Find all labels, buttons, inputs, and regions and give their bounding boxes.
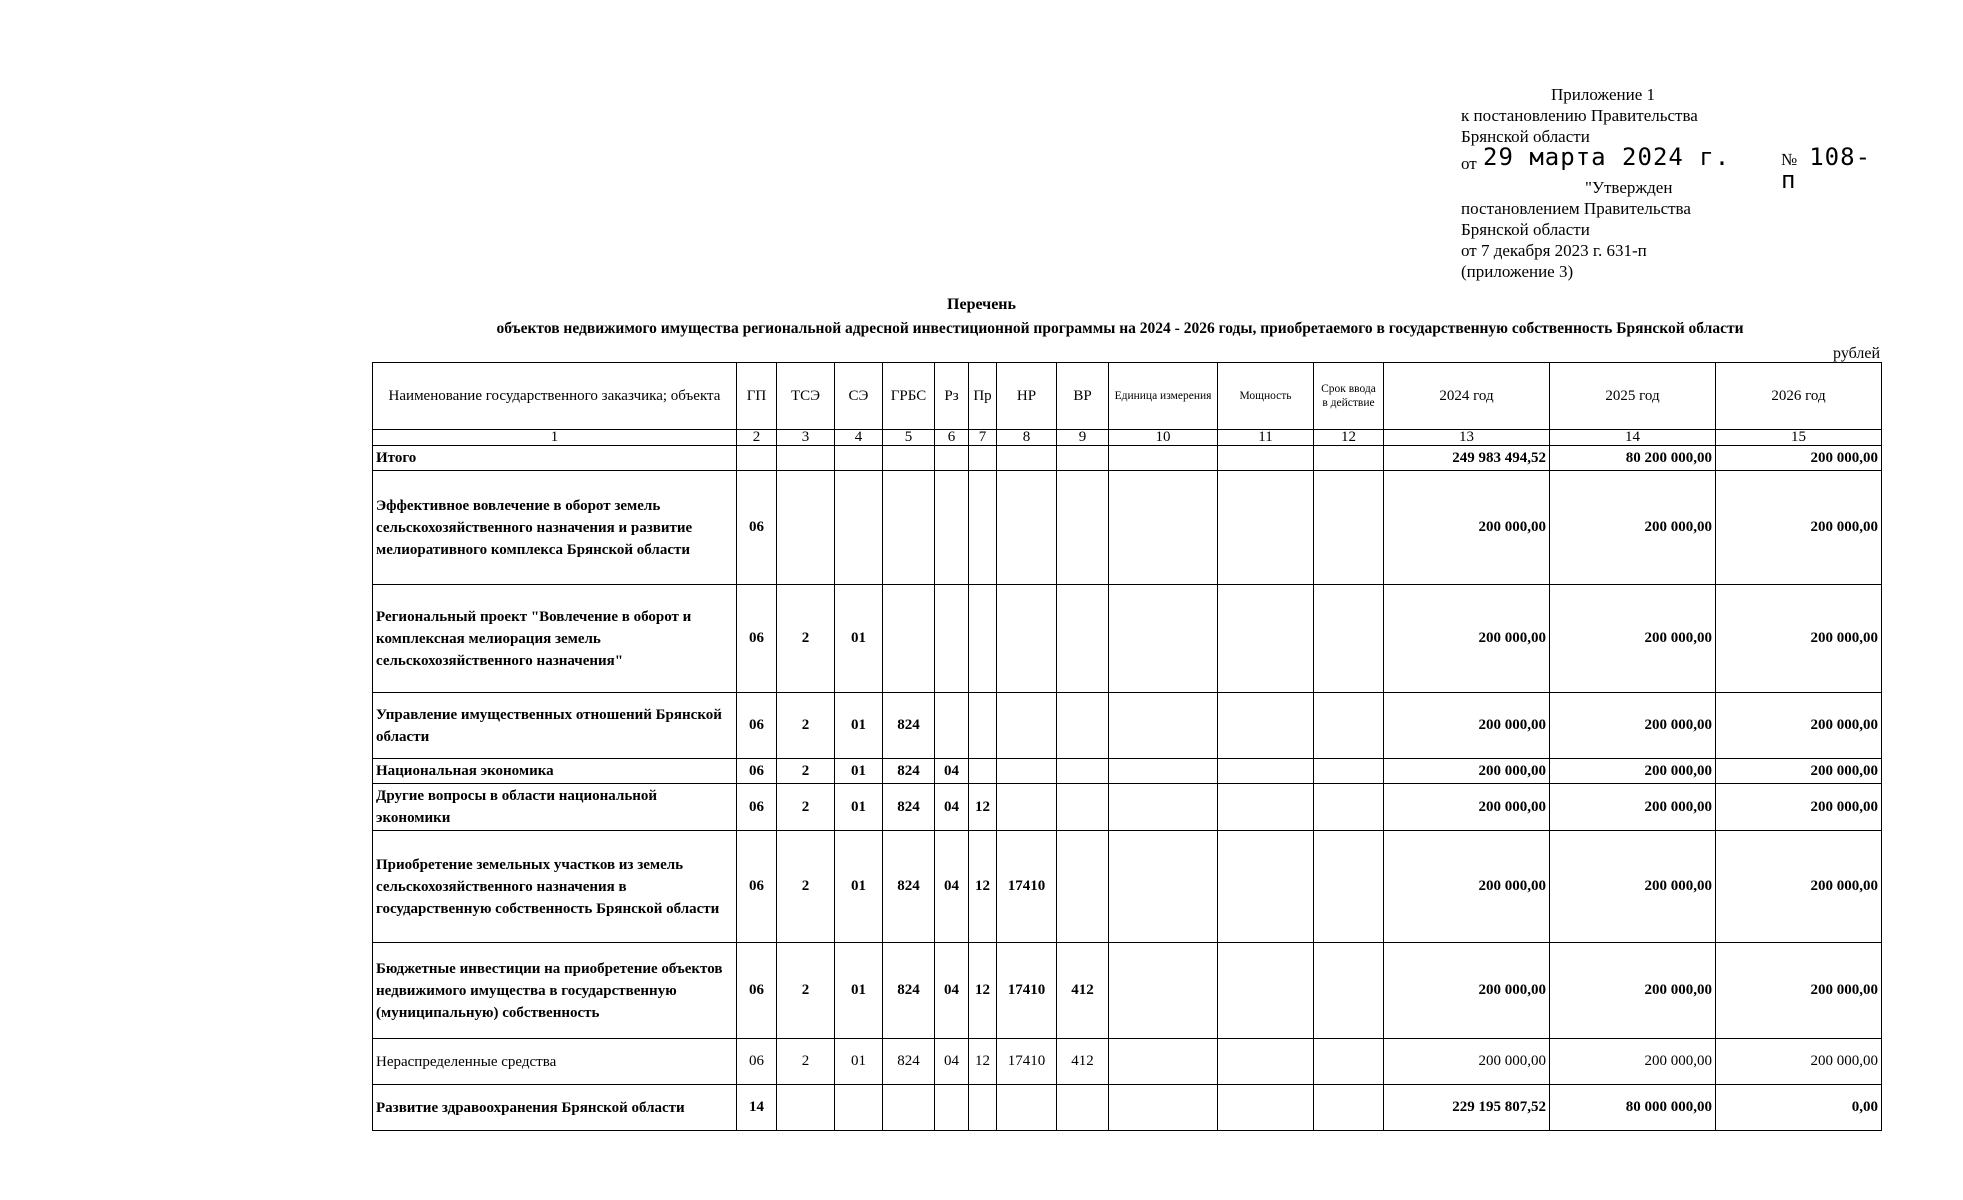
row-name: Приобретение земельных участков из земель сельскохозяйственного назначения в государственную собственность Брянской области [373, 831, 737, 943]
row-power [1218, 585, 1314, 693]
approved-line1: "Утвержден [1585, 178, 1673, 197]
row-power [1218, 471, 1314, 585]
row-name: Другие вопросы в области национальной экономики [373, 784, 737, 831]
column-number: 12 [1314, 430, 1384, 446]
row-amount-y2026: 200 000,00 [1716, 585, 1882, 693]
row-power [1218, 784, 1314, 831]
row-unit [1109, 759, 1218, 784]
row-amount-y2024: 200 000,00 [1384, 1039, 1550, 1085]
header-name: Наименование государственного заказчика; объекта [373, 363, 737, 430]
column-number: 11 [1218, 430, 1314, 446]
row-power [1218, 1085, 1314, 1131]
row-name: Нераспределенные средства [373, 1039, 737, 1085]
table-row [373, 693, 1882, 759]
row-vr [1057, 1085, 1109, 1131]
row-amount-y2024: 200 000,00 [1384, 471, 1550, 585]
column-number-row [373, 430, 1882, 446]
row-se: 01 [835, 759, 883, 784]
row-vr [1057, 759, 1109, 784]
row-unit [1109, 1039, 1218, 1085]
row-vr: 412 [1057, 943, 1109, 1039]
header-row [373, 363, 1882, 430]
row-vr [1057, 831, 1109, 943]
row-amount-y2026: 200 000,00 [1716, 759, 1882, 784]
row-power [1218, 1039, 1314, 1085]
row-amount-y2025: 200 000,00 [1550, 784, 1716, 831]
approved-line2: постановлением Правительства [1461, 199, 1691, 218]
row-pr [969, 446, 997, 471]
date-prefix: от [1461, 154, 1477, 173]
row-amount-y2025: 200 000,00 [1550, 693, 1716, 759]
appendix-title: Приложение 1 [1551, 85, 1655, 104]
row-rz [935, 585, 969, 693]
row-term [1314, 784, 1384, 831]
row-term [1314, 693, 1384, 759]
row-pr [969, 471, 997, 585]
row-vr [1057, 693, 1109, 759]
row-se [835, 471, 883, 585]
table-row [373, 1039, 1882, 1085]
row-vr [1057, 585, 1109, 693]
row-nr: 17410 [997, 831, 1057, 943]
row-amount-y2024: 200 000,00 [1384, 831, 1550, 943]
column-number: 13 [1384, 430, 1550, 446]
row-amount-y2026: 200 000,00 [1716, 471, 1882, 585]
row-tse: 2 [777, 759, 835, 784]
row-grbs: 824 [883, 759, 935, 784]
column-number: 10 [1109, 430, 1218, 446]
header-nr: НР [997, 363, 1057, 430]
row-nr [997, 585, 1057, 693]
row-gp: 06 [737, 784, 777, 831]
row-amount-y2026: 200 000,00 [1716, 1039, 1882, 1085]
row-se: 01 [835, 693, 883, 759]
row-vr [1057, 784, 1109, 831]
row-term [1314, 1085, 1384, 1131]
row-nr [997, 784, 1057, 831]
appendix-block [1461, 84, 1881, 282]
row-grbs: 824 [883, 1039, 935, 1085]
row-gp: 06 [737, 1039, 777, 1085]
row-nr [997, 446, 1057, 471]
table-row [373, 585, 1882, 693]
row-pr [969, 759, 997, 784]
row-unit [1109, 831, 1218, 943]
header-2025: 2025 год [1550, 363, 1716, 430]
column-number: 6 [935, 430, 969, 446]
row-gp: 06 [737, 585, 777, 693]
column-number: 3 [777, 430, 835, 446]
row-amount-y2026: 200 000,00 [1716, 943, 1882, 1039]
row-term [1314, 1039, 1384, 1085]
row-nr [997, 471, 1057, 585]
row-name: Бюджетные инвестиции на приобретение объектов недвижимого имущества в государственную (муниципальную) собственность [373, 943, 737, 1039]
decree-date-handwritten: 29 марта 2024 г. [1483, 143, 1731, 171]
row-rz: 04 [935, 784, 969, 831]
row-rz [935, 471, 969, 585]
row-grbs: 824 [883, 831, 935, 943]
header-pr: Пр [969, 363, 997, 430]
row-se: 01 [835, 1039, 883, 1085]
row-grbs: 824 [883, 784, 935, 831]
column-number: 9 [1057, 430, 1109, 446]
row-tse [777, 1085, 835, 1131]
table-row [373, 471, 1882, 585]
row-gp: 06 [737, 471, 777, 585]
row-amount-y2025: 80 200 000,00 [1550, 446, 1716, 471]
row-amount-y2025: 200 000,00 [1550, 1039, 1716, 1085]
table-row [373, 1085, 1882, 1131]
header-gp: ГП [737, 363, 777, 430]
row-amount-y2026: 200 000,00 [1716, 784, 1882, 831]
row-amount-y2024: 200 000,00 [1384, 693, 1550, 759]
column-number: 15 [1716, 430, 1882, 446]
row-amount-y2025: 200 000,00 [1550, 831, 1716, 943]
row-nr: 17410 [997, 1039, 1057, 1085]
row-amount-y2025: 200 000,00 [1550, 759, 1716, 784]
table-row [373, 759, 1882, 784]
row-amount-y2024: 200 000,00 [1384, 759, 1550, 784]
row-term [1314, 446, 1384, 471]
investment-table [372, 362, 1882, 1131]
row-gp: 06 [737, 693, 777, 759]
appendix-line2: Брянской области [1461, 127, 1590, 146]
table-row [373, 943, 1882, 1039]
row-rz: 04 [935, 759, 969, 784]
row-pr [969, 1085, 997, 1131]
row-term [1314, 943, 1384, 1039]
table-body [373, 430, 1882, 1131]
row-unit [1109, 585, 1218, 693]
row-name: Итого [373, 446, 737, 471]
row-pr: 12 [969, 831, 997, 943]
row-amount-y2026: 200 000,00 [1716, 446, 1882, 471]
row-amount-y2025: 200 000,00 [1550, 585, 1716, 693]
row-tse: 2 [777, 831, 835, 943]
row-amount-y2026: 200 000,00 [1716, 693, 1882, 759]
row-nr [997, 759, 1057, 784]
row-vr: 412 [1057, 1039, 1109, 1085]
row-tse: 2 [777, 1039, 835, 1085]
row-pr: 12 [969, 1039, 997, 1085]
appendix-line1: к постановлению Правительства [1461, 106, 1698, 125]
row-grbs [883, 471, 935, 585]
row-rz: 04 [935, 943, 969, 1039]
row-se [835, 446, 883, 471]
table-row [373, 831, 1882, 943]
decree-number [1781, 143, 1881, 194]
header-unit: Единица измерения [1109, 363, 1218, 430]
row-unit [1109, 446, 1218, 471]
row-amount-y2026: 0,00 [1716, 1085, 1882, 1131]
row-amount-y2026: 200 000,00 [1716, 831, 1882, 943]
row-power [1218, 693, 1314, 759]
column-number: 2 [737, 430, 777, 446]
header-power: Мощность [1218, 363, 1314, 430]
row-amount-y2025: 200 000,00 [1550, 943, 1716, 1039]
row-term [1314, 471, 1384, 585]
header-rz: Рз [935, 363, 969, 430]
row-gp: 06 [737, 759, 777, 784]
row-grbs: 824 [883, 943, 935, 1039]
decree-number-handwritten: 108-п [1781, 143, 1872, 194]
row-nr: 17410 [997, 943, 1057, 1039]
row-unit [1109, 1085, 1218, 1131]
row-unit [1109, 784, 1218, 831]
column-number: 5 [883, 430, 935, 446]
row-power [1218, 759, 1314, 784]
column-number: 8 [997, 430, 1057, 446]
row-rz: 04 [935, 831, 969, 943]
row-nr [997, 1085, 1057, 1131]
row-tse: 2 [777, 943, 835, 1039]
row-power [1218, 831, 1314, 943]
row-name: Национальная экономика [373, 759, 737, 784]
row-tse [777, 471, 835, 585]
row-name: Управление имущественных отношений Брянской области [373, 693, 737, 759]
row-power [1218, 943, 1314, 1039]
table-row [373, 784, 1882, 831]
row-term [1314, 585, 1384, 693]
row-rz: 04 [935, 1039, 969, 1085]
row-gp [737, 446, 777, 471]
header-se: СЭ [835, 363, 883, 430]
row-amount-y2024: 229 195 807,52 [1384, 1085, 1550, 1131]
row-rz [935, 1085, 969, 1131]
row-pr: 12 [969, 784, 997, 831]
row-term [1314, 831, 1384, 943]
row-rz [935, 693, 969, 759]
column-number: 7 [969, 430, 997, 446]
row-name: Эффективное вовлечение в оборот земель сельскохозяйственного назначения и развитие мелиоративного комплекса Брянской области [373, 471, 737, 585]
row-tse: 2 [777, 693, 835, 759]
row-tse [777, 446, 835, 471]
row-amount-y2024: 200 000,00 [1384, 784, 1550, 831]
header-vr: ВР [1057, 363, 1109, 430]
column-number: 4 [835, 430, 883, 446]
row-se [835, 1085, 883, 1131]
units-label: рублей [1833, 345, 1880, 362]
row-se: 01 [835, 585, 883, 693]
row-amount-y2025: 80 000 000,00 [1550, 1085, 1716, 1131]
row-gp: 06 [737, 943, 777, 1039]
row-unit [1109, 943, 1218, 1039]
table-row [373, 446, 1882, 471]
row-pr: 12 [969, 943, 997, 1039]
row-name: Развитие здравоохранения Брянской области [373, 1085, 737, 1131]
row-grbs [883, 446, 935, 471]
approved-line4: от 7 декабря 2023 г. 631-п [1461, 241, 1647, 260]
row-se: 01 [835, 943, 883, 1039]
row-term [1314, 759, 1384, 784]
row-se: 01 [835, 784, 883, 831]
row-se: 01 [835, 831, 883, 943]
row-nr [997, 693, 1057, 759]
approved-line5: (приложение 3) [1461, 262, 1574, 281]
row-tse: 2 [777, 585, 835, 693]
row-vr [1057, 446, 1109, 471]
row-amount-y2024: 249 983 494,52 [1384, 446, 1550, 471]
row-pr [969, 693, 997, 759]
header-tse: ТСЭ [777, 363, 835, 430]
row-vr [1057, 471, 1109, 585]
row-gp: 06 [737, 831, 777, 943]
row-rz [935, 446, 969, 471]
row-grbs [883, 585, 935, 693]
row-pr [969, 585, 997, 693]
document-title: Перечень [947, 296, 1016, 313]
row-tse: 2 [777, 784, 835, 831]
number-prefix: № [1781, 150, 1798, 169]
row-amount-y2025: 200 000,00 [1550, 471, 1716, 585]
header-grbs: ГРБС [883, 363, 935, 430]
row-grbs [883, 1085, 935, 1131]
row-name: Региональный проект "Вовлечение в оборот и комплексная мелиорация земель сельскохозяйственного назначения" [373, 585, 737, 693]
column-number: 1 [373, 430, 737, 446]
header-term: Срок ввода в действие [1314, 363, 1384, 430]
header-2024: 2024 год [1384, 363, 1550, 430]
row-gp: 14 [737, 1085, 777, 1131]
approved-line3: Брянской области [1461, 220, 1590, 239]
row-amount-y2024: 200 000,00 [1384, 585, 1550, 693]
row-power [1218, 446, 1314, 471]
row-grbs: 824 [883, 693, 935, 759]
header-2026: 2026 год [1716, 363, 1882, 430]
row-amount-y2024: 200 000,00 [1384, 943, 1550, 1039]
row-unit [1109, 471, 1218, 585]
row-unit [1109, 693, 1218, 759]
document-subtitle: объектов недвижимого имущества региональной адресной инвестиционной программы на 2024 - 2026 годы, приобретаемого в государственную собственность Брянской области [496, 320, 1744, 337]
column-number: 14 [1550, 430, 1716, 446]
